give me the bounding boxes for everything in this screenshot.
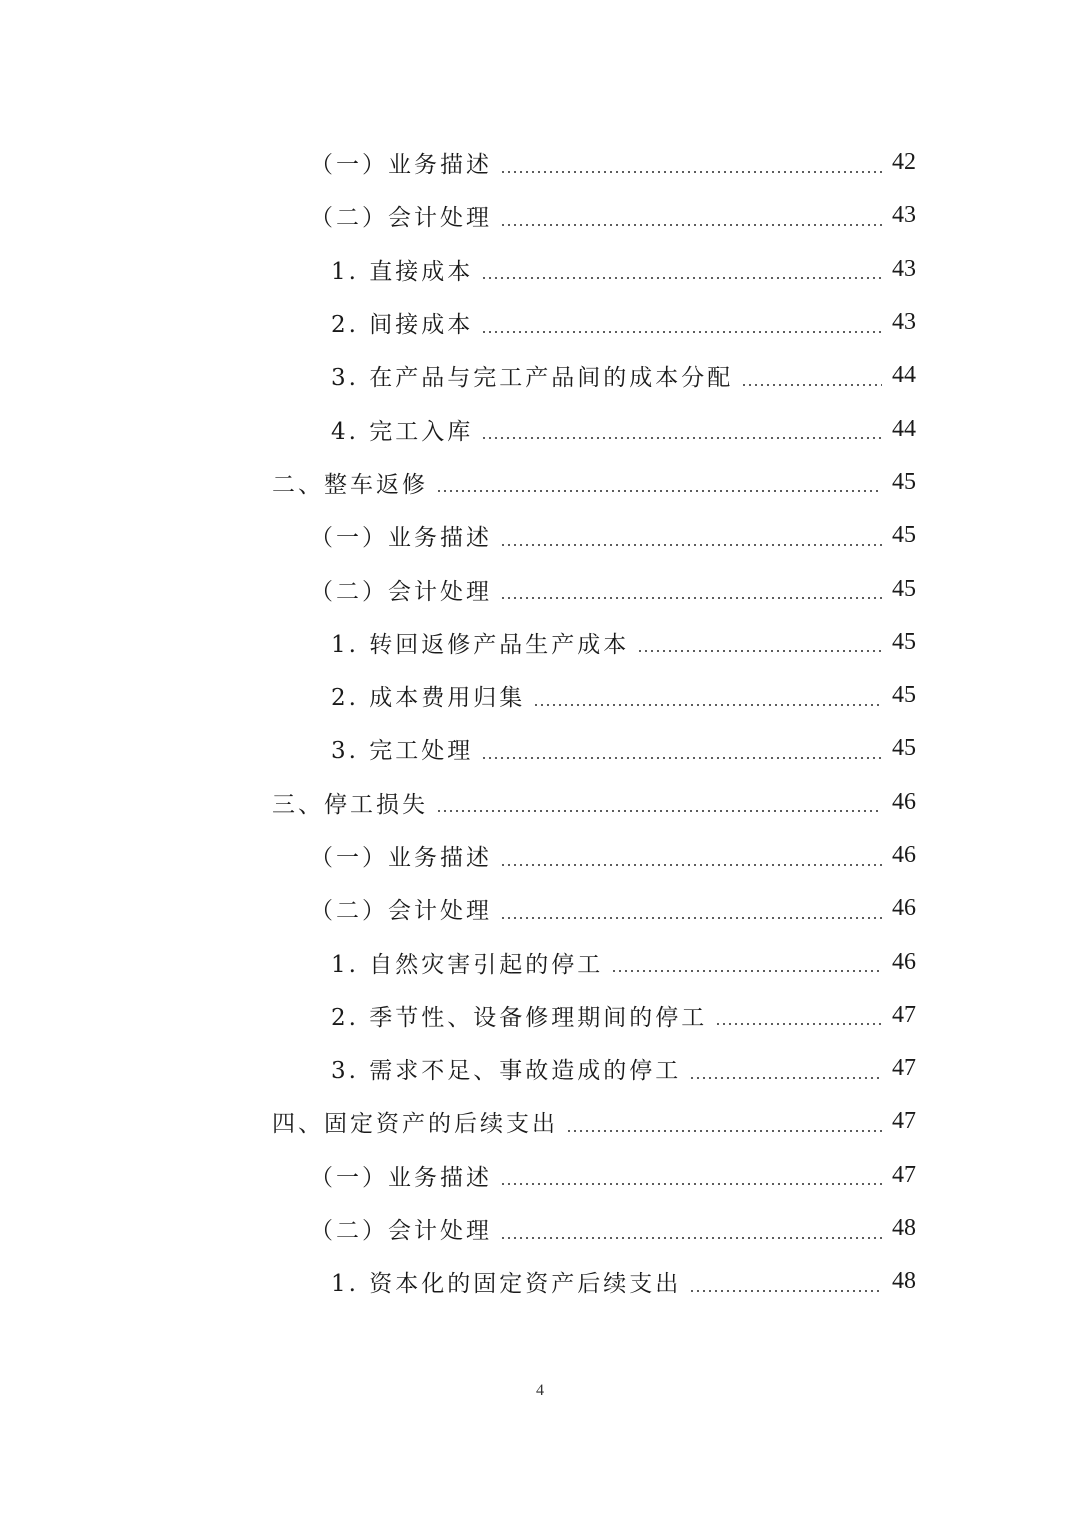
toc-entry-page: 47 [892,1055,916,1082]
toc-entry-title: 1. 转回返修产品生产成本 [331,631,630,658]
toc-entry[interactable] [0,189,1080,242]
toc-entry-page: 45 [892,682,916,709]
toc-entry[interactable] [0,616,1080,669]
toc-entry-page: 48 [892,1215,916,1242]
toc-entry[interactable] [0,402,1080,455]
toc-entry[interactable] [0,989,1080,1042]
toc-entry[interactable] [0,509,1080,562]
toc-entry-page: 43 [892,202,916,229]
toc-dot-leader [481,331,882,333]
toc-dot-leader [611,970,882,972]
toc-dot-leader [500,1237,882,1239]
toc-entry-page: 45 [892,522,916,549]
toc-entry[interactable] [0,136,1080,189]
toc-dot-leader [500,917,882,919]
toc-entry-page: 48 [892,1268,916,1295]
toc-entry-title: （二）会计处理 [310,1218,492,1245]
toc-entry[interactable] [0,722,1080,775]
toc-entry[interactable] [0,243,1080,296]
toc-entry-title: 三、停工损失 [272,791,428,818]
toc-entry[interactable] [0,1095,1080,1148]
toc-entry-title: 二、整车返修 [272,471,428,498]
toc-entry[interactable] [0,296,1080,349]
toc-entry-title: （一）业务描述 [310,1164,492,1191]
toc-entry-page: 42 [892,149,916,176]
toc-entry-title: 2. 间接成本 [331,312,474,339]
toc-dot-leader [500,224,882,226]
toc-entry-page: 45 [892,468,916,495]
toc-entry-page: 44 [892,362,916,389]
toc-entry[interactable] [0,456,1080,509]
toc-dot-leader [500,171,882,173]
toc-entry-title: 1. 自然灾害引起的停工 [331,951,604,978]
toc-entry-title: （二）会计处理 [310,205,492,232]
toc-entry-title: 3. 在产品与完工产品间的成本分配 [331,365,734,392]
toc-entry[interactable] [0,935,1080,988]
toc-entry-page: 46 [892,948,916,975]
toc-entry[interactable] [0,1255,1080,1308]
toc-entry[interactable] [0,1149,1080,1202]
toc-entry-page: 46 [892,788,916,815]
toc-entry-page: 45 [892,628,916,655]
toc-entry-title: 3. 需求不足、事故造成的停工 [331,1058,682,1085]
toc-entry-page: 46 [892,842,916,868]
toc-dot-leader [436,810,882,812]
toc-entry[interactable] [0,669,1080,722]
toc-entry[interactable] [0,1042,1080,1095]
toc-entry[interactable] [0,829,1080,882]
page-number: 4 [536,1382,544,1399]
toc-entry-page: 43 [892,309,916,336]
toc-dot-leader [637,650,882,652]
toc-entry-title: 2. 季节性、设备修理期间的停工 [331,1004,708,1031]
toc-entry-page: 47 [892,1001,916,1028]
toc-dot-leader [566,1130,882,1132]
toc-entry-page: 45 [892,735,916,762]
toc-dot-leader [500,864,882,866]
toc-entry-title: 3. 完工处理 [331,738,474,765]
toc-dot-leader [533,704,882,706]
toc-entry-page: 47 [892,1161,916,1188]
table-of-contents [0,136,1080,1309]
toc-entry-page: 45 [892,575,916,602]
toc-entry[interactable] [0,562,1080,615]
toc-dot-leader [500,1183,882,1185]
toc-entry[interactable] [0,882,1080,935]
toc-dot-leader [436,490,882,492]
toc-entry-title: 1. 资本化的固定资产后续支出 [331,1271,682,1298]
toc-dot-leader [689,1077,882,1079]
toc-dot-leader [500,544,882,546]
toc-entry-title: （一）业务描述 [310,845,492,871]
toc-entry-title: （一）业务描述 [310,152,492,179]
toc-entry[interactable] [0,349,1080,402]
toc-dot-leader [481,757,882,759]
toc-entry[interactable] [0,776,1080,829]
toc-entry-title: （一）业务描述 [310,525,492,552]
toc-entry-page: 47 [892,1108,916,1135]
toc-dot-leader [689,1290,882,1292]
toc-entry-title: 四、固定资产的后续支出 [272,1111,558,1138]
toc-entry-title: 2. 成本费用归集 [331,685,526,712]
toc-dot-leader [500,597,882,599]
toc-dot-leader [481,437,882,439]
toc-entry[interactable] [0,1202,1080,1255]
toc-entry-title: （二）会计处理 [310,578,492,605]
toc-entry-title: 1. 直接成本 [331,258,474,285]
toc-entry-page: 44 [892,415,916,442]
toc-entry-title: （二）会计处理 [310,898,492,925]
toc-entry-title: 4. 完工入库 [331,418,474,445]
toc-dot-leader [481,277,882,279]
toc-dot-leader [741,384,882,386]
toc-entry-page: 43 [892,255,916,282]
toc-dot-leader [715,1023,882,1025]
toc-entry-page: 46 [892,895,916,922]
